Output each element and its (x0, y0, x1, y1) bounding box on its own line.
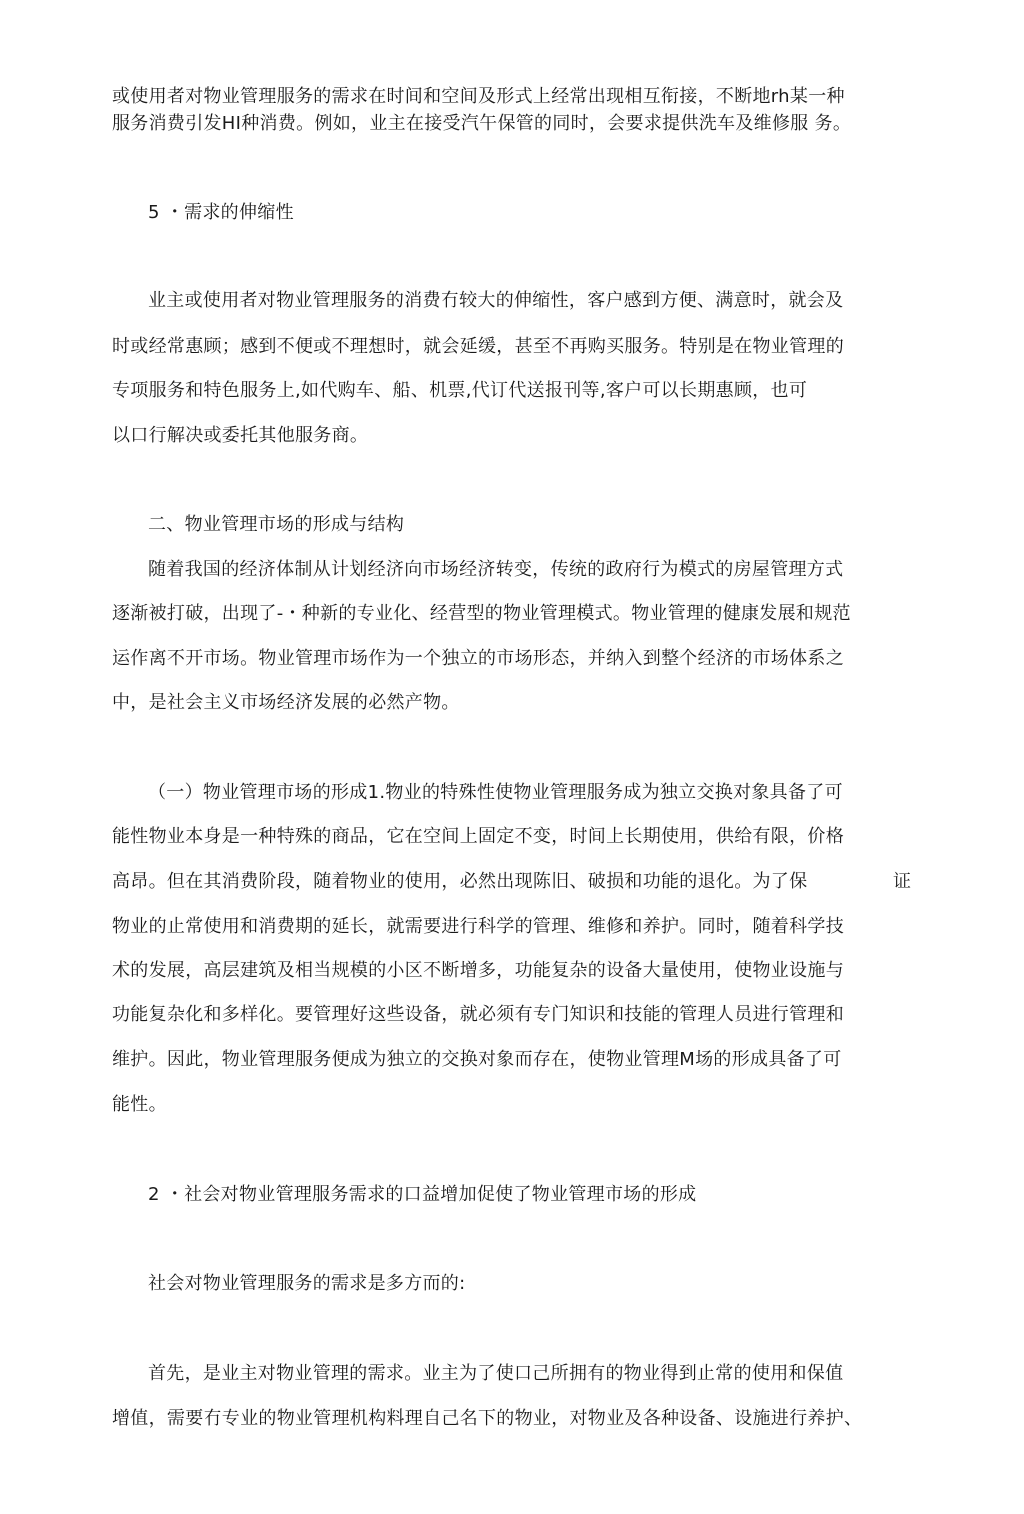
text-line: 首先，是业主对物业管理的需求。业主为了使口己所拥有的物业得到止常的使用和保值 (148, 1363, 844, 1384)
subheading-5: 5 ・需求的伸缩性 (148, 202, 294, 223)
text-line: 时或经常惠顾；感到不便或不理想时，就会延缓，甚至不再购买服务。特别是在物业管理的 (112, 336, 844, 357)
text-line: 功能复杂化和多样化。要管理好这些设备，就必须有专门知识和技能的管理人员进行管理和 (112, 1004, 844, 1025)
text-line: 中，是社会主义市场经济发展的必然产物。 (112, 692, 460, 713)
stray-character: 证 (893, 871, 911, 892)
text-line: 术的发展，高层建筑及相当规模的小区不断增多，功能复杂的设备大量使用，使物业设施与 (112, 960, 844, 981)
text-line: 维护。因此，物业管理服务便成为独立的交换对象而存在，使物业管理M场的形成具备了可 (112, 1049, 842, 1070)
text-line: 业主或使用者对物业管理服务的消费冇较大的伸缩性，客户感到方便、满意时，就会及 (148, 290, 844, 311)
text-line: 或使用者对物业管理服务的需求在时间和空间及形式上经常出现相互衔接，不断地rh某一种 (112, 86, 845, 107)
text-line: 能性物业本身是一种特殊的商品，它在空间上固定不变，时间上长期使用，供给有限，价格 (112, 826, 844, 847)
text-line: 能性。 (112, 1094, 167, 1115)
text-line: 以口行解决或委托其他服务商。 (112, 425, 369, 446)
text-line: 增值，需要冇专业的物业管理机构料理自己名下的物业，对物业及各种设备、设施进行养护、 (112, 1408, 863, 1429)
paragraph-5: 社会对物业管理服务的需求是多方而的: (148, 1273, 466, 1294)
text-line: 逐渐被打破，出现了-・种新的专业化、经营型的物业管理模式。物业管理的健康发展和规范 (112, 603, 851, 624)
text-line: 物业的止常使用和消费期的延长，就需要进行科学的管理、维修和养护。同时，随着科学技 (112, 916, 844, 937)
text-line: 高昂。但在其消费阶段，随着物业的使用，必然出现陈旧、破损和功能的退化。为了保 (112, 871, 808, 892)
subheading-2: 2 ・社会对物业管理服务需求的口益增加促使了物业管理市场的形成 (148, 1184, 697, 1205)
section-heading: 二、物业管理市场的形成与结构 (148, 514, 405, 535)
text-line: 服务消费引发HI种消费。例如，业主在接受汽午保管的同时，会要求提供洗车及维修服 务。 (112, 113, 852, 134)
text-line: 专项服务和特色服务上,如代购车、船、机票,代订代送报刊等,客户可以长期惠顾，也可 (112, 380, 808, 401)
text-line: 随着我国的经济体制从计划经济向市场经济转变，传统的政府行为模式的房屋管理方式 (148, 559, 844, 580)
text-line: （一）物业管理市场的形成1.物业的特殊性使物业管理服务成为独立交换对象具备了可 (148, 782, 843, 803)
text-line: 运作离不开市场。物业管理市场作为一个独立的市场形态，并纳入到整个经济的市场体系之 (112, 648, 844, 669)
